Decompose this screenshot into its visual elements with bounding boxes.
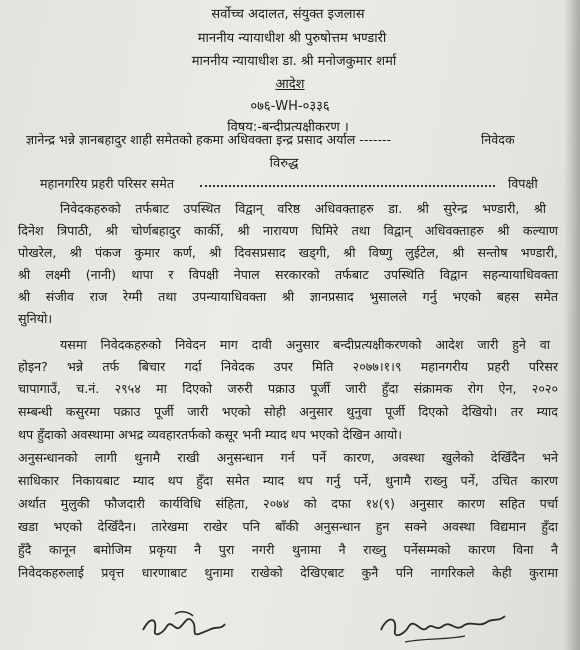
- body-line: अनुसन्धानको लागी थुनामै राखी अनुसन्धान गर्न पर्ने कारण, अवस्था खुलेको देखिँदैन भने: [18, 450, 558, 465]
- body-line: अर्थात मुलुकी फौजदारी कार्यविधि संहिता, २०७४ को दफा १४(९) अनुसार कारण सहित पर्चा: [18, 496, 558, 511]
- signature-right: [375, 604, 515, 650]
- respondent-line: [40, 175, 560, 192]
- body-line: श्री लक्ष्मी (नानी) थापा र विपक्षी नेपाल सरकारको तर्फबाट उपस्थिति विद्वान सहन्यायाधिवक्ता: [18, 267, 558, 282]
- body-line: दिनेश त्रिपाठी, श्री चोर्णबहादुर कार्की, श्री नारायण घिमिरे तथा विद्वान् अधिवक्ताहरु श्री कल्याण: [18, 223, 558, 238]
- order-title: आदेश: [275, 77, 305, 92]
- justice-2: माननीय न्यायाधीश डा. श्री मनोजकुमार शर्मा: [191, 54, 397, 69]
- body-line: साधिकार निकायबाट म्याद थप हुँदा समेत म्याद थप गर्नु पर्ने, थुनामै राख्नु पर्ने, उचित कारण: [18, 473, 558, 488]
- justice-1: माननीय न्यायाधीश श्री पुरुषोत्तम भण्डारी: [197, 31, 387, 46]
- body-line: श्री संजीव राज रेग्मी तथा उपन्यायाधिवक्ता श्री ज्ञानप्रसाद भुसालले गर्नु भएको बहस समेत: [18, 289, 558, 304]
- body-line: पोखरेल, श्री पंकज कुमार कर्ण, श्री दिवसप्रसाद खड्गी, श्री विष्णु लुईटेल, श्री सन्तोष भण्डारी,: [18, 245, 558, 260]
- body-line: होइन? भन्ने तर्फ बिचार गर्दा निवेदक उपर मिति २०७७।१।९ महानगरीय प्रहरी परिसर: [18, 359, 558, 374]
- petitioner-line: [26, 131, 556, 148]
- body-line: हुँदै कानून बमोजिम प्रकृया नै पुरा नगरी थुनामा नै राख्नु पर्नेसम्मको कारण विना नै: [18, 542, 558, 557]
- body-line: यसमा निवेदकहरुको निवेदन माग दावी अनुसार बन्दीप्रत्यक्षीकरणको आदेश जारी हुने वा: [60, 337, 550, 352]
- body-line: निवेदकहरुलाई प्रवृत्त धारणाबाट थुनामा राखेको देखिएबाट कुनै पनि नागरिकले केही कुरामा: [18, 565, 558, 580]
- body-line: निवेदकहरुको तर्फबाट उपस्थित विद्वान् वरिष्ठ अधिवक्ताहरु डा. श्री सुरेन्द्र भण्डारी, श्री: [60, 201, 546, 216]
- versus-label: विरुद्ध: [269, 156, 299, 171]
- signature-left: [135, 600, 245, 648]
- petitioner-label: निवेदक: [481, 132, 515, 147]
- case-number: ०७६-WH-०३३६: [250, 99, 330, 114]
- body-line: सम्बन्धी कसुरमा पक्राउ पूर्जी जारी भएको सोही अनुसार थुनुवा पूर्जी दिएको देखियो। तर म्याद: [18, 404, 558, 419]
- respondent-label: विपक्षी: [508, 176, 538, 191]
- body-line: थप हुँदाको अवस्थामा अभद्र व्यवहारतर्फको कसूर भनी म्याद थप भएको देखिन आयो।: [18, 427, 403, 442]
- body-line: सुनियो।: [18, 311, 53, 326]
- dotted-separator: [200, 185, 495, 187]
- petitioner-text: ज्ञानेन्द्र भन्ने ज्ञानबहादुर शाही समेतको हकमा अधिवक्ता इन्द्र प्रसाद अर्याल -------: [26, 132, 392, 147]
- respondent-text: महानगरिय प्रहरी परिसर समेत: [40, 176, 175, 191]
- body-line: खडा भएको देखिँदैन। तारेखमा राखेर पनि बाँकी अनुसन्धान हुन सक्ने अवस्था विद्यमान हुँदा: [18, 519, 558, 534]
- subject-line: विषय:-बन्दीप्रत्यक्षीकरण ।: [227, 120, 349, 135]
- body-line: चापागाउँ, च.नं. २९५४ मा दिएको जरुरी पक्राउ पूर्जी जारी हुँदा संक्रामक रोग ऐन, २०२०: [18, 381, 558, 396]
- court-name: सर्वोच्च अदालत, संयुक्त इजलास: [211, 7, 365, 22]
